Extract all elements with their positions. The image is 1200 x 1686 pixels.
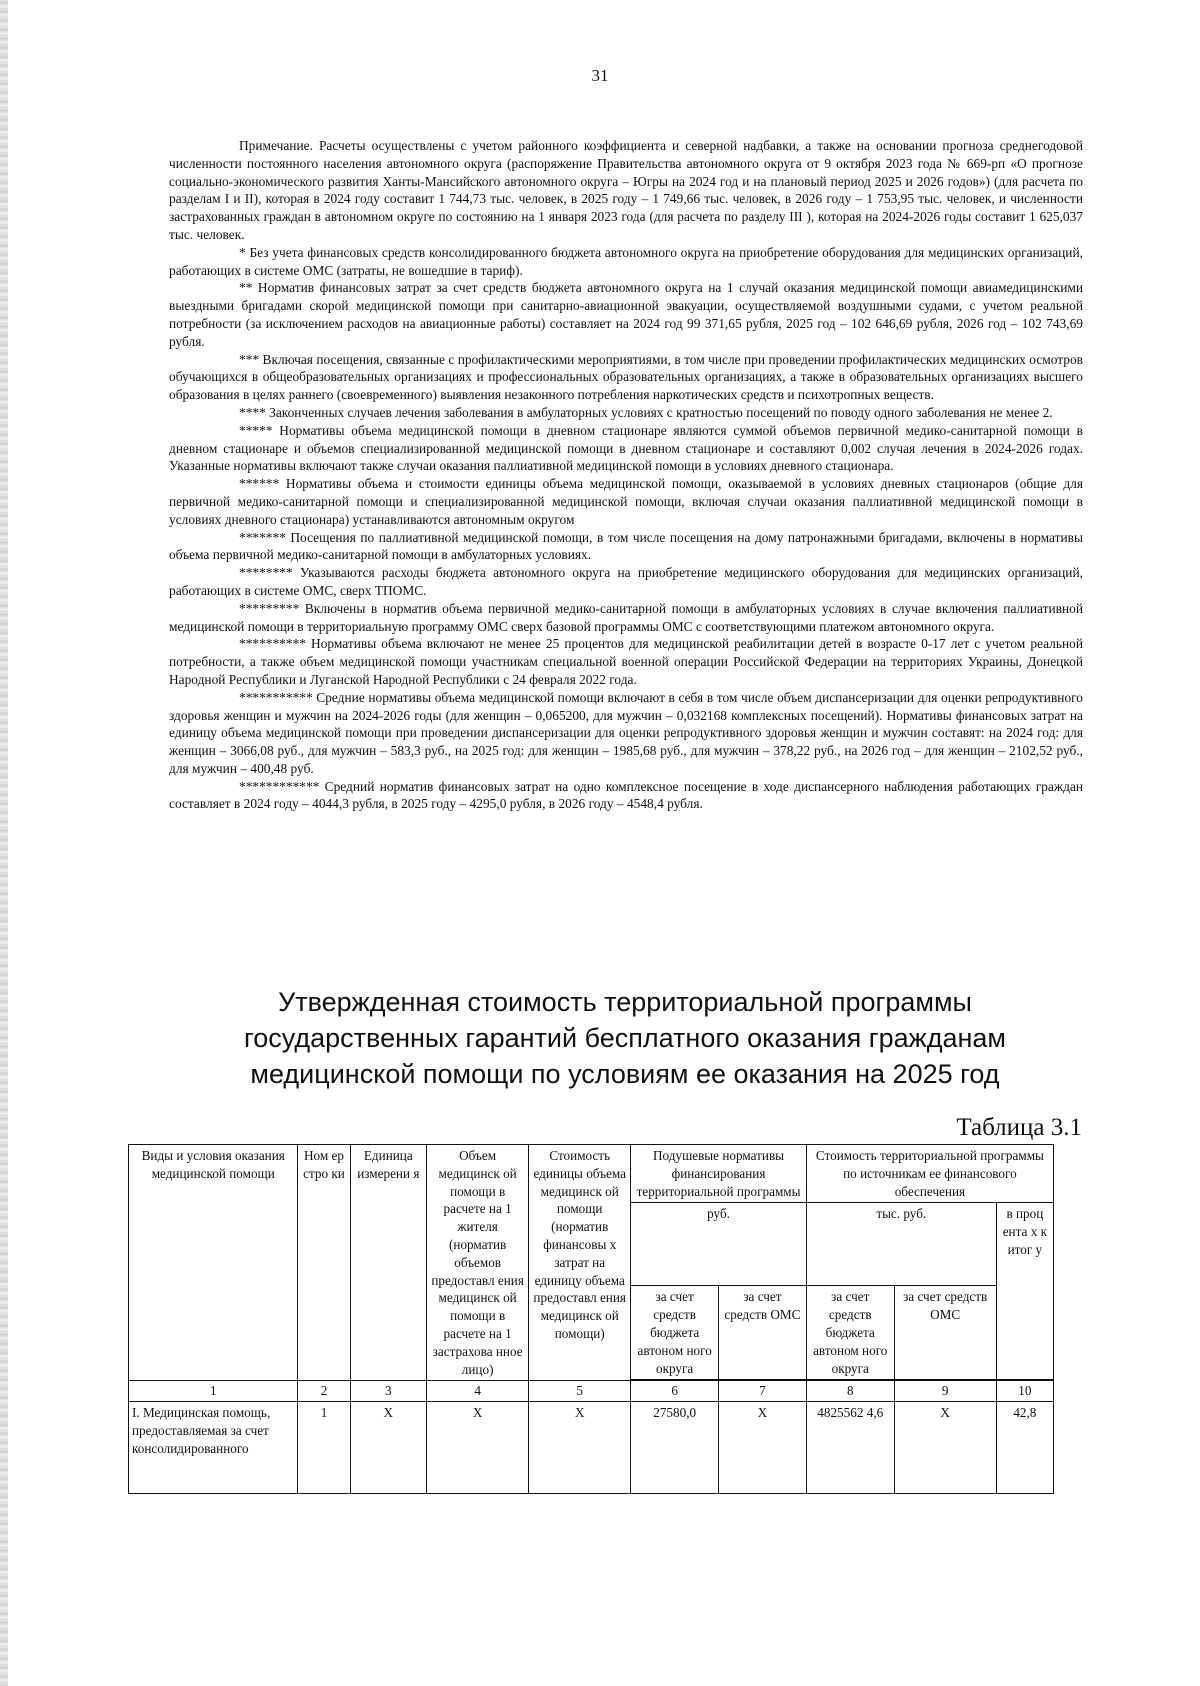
- row-title: I. Медицинская помощь, предоставляемая за счет консолидированного: [129, 1402, 298, 1494]
- footnote-9: ********* Включены в норматив объема первичной медико-санитарной помощи в амбулаторных условиях в случае включения паллиативной медицинской помощи в территориальную программу ОМС сверх базовой программы ОМС с соответствующими платежом автономного округа.: [169, 600, 1083, 634]
- header-unit-cost: Стоимость единицы объема медицинск ой помощи (норматив финансовы х затрат на единицу объема предоставл ения медицинск ой помощи): [529, 1145, 631, 1381]
- header-budget-thousand: за счет средств бюджета автоном ного округа: [806, 1286, 894, 1380]
- header-program-cost: Стоимость территориальной программы по источникам ее финансового обеспечения: [806, 1145, 1053, 1203]
- header-oms-thousand: за счет средств ОМС: [894, 1286, 996, 1380]
- column-number: 4: [427, 1381, 529, 1402]
- footnote-8: ******** Указываются расходы бюджета автономного округа на приобретение медицинского оборудования для медицинских организаций, работающих в системе ОМС, сверх ТПОМС.: [169, 565, 1083, 598]
- footnote-3: *** Включая посещения, связанные с профилактическими мероприятиями, в том числе при проведении профилактических медицинских осмотров обучающихся в общеобразовательных организациях и профессиональных образовательных организациях, а также в образовательных организациях высшего образования в целях раннего (своевременного) выявления незаконного потребления наркотических средств и психотропных веществ.: [169, 351, 1083, 403]
- note-main: Примечание. Расчеты осуществлены с учетом районного коэффициента и северной надбавки, а также на основании прогноза среднегодовой численности постоянного населения автономного округа (распоряжение Правительства автономного округа от 9 октября 2023 года № 669-рп «О прогнозе социально-экономического развития Ханты-Мансийского автономного округа – Югры на 2024 год и на плановый период 2025 и 2026 годов») (для расчета по разделам I и II), которая в 2024 году составит 1 744,73 тыс. человек, в 2025 году – 1 749,66 тыс. человек, в 2026 году – 1 753,95 тыс. человек, и численности застрахованных граждан в автономном округе по состоянию на 1 января 2023 года (для расчета по разделу III ), которая на 2024-2026 годы составит 1 625,037 тыс. человек.: [169, 138, 1083, 242]
- title-line-1: Утвержденная стоимость территориальной программы: [278, 987, 972, 1017]
- header-per-capita-norms: Подушевые нормативы финансирования территориальной программы: [631, 1145, 807, 1203]
- header-budget-rub: за счет средств бюджета автоном ного округа: [631, 1286, 719, 1380]
- footnote-4: **** Законченных случаев лечения заболевания в амбулаторных условиях с кратностью посещений по поводу одного заболевания не менее 2.: [239, 404, 1053, 420]
- row-unit-cost: Х: [529, 1402, 631, 1494]
- table-row: [129, 1402, 1054, 1494]
- cost-table: [128, 1144, 1054, 1494]
- column-number: 9: [894, 1381, 996, 1402]
- header-unit-rub: руб.: [631, 1203, 807, 1286]
- header-percent: в проц ента х к итог у: [996, 1203, 1053, 1380]
- header-unit-thousand-rub: тыс. руб.: [806, 1203, 996, 1286]
- notes-section: [169, 137, 1083, 813]
- column-number: 10: [996, 1381, 1053, 1402]
- row-oms-rub: Х: [719, 1402, 807, 1494]
- header-oms-rub: за счет средств ОМС: [719, 1286, 807, 1380]
- column-number: 5: [529, 1381, 631, 1402]
- header-volume: Объем медицинск ой помощи в расчете на 1 жителя (норматив объемов предоставл ения медицинск ой помощи в расчете на 1 застрахова нное лицо): [427, 1145, 529, 1381]
- document-title: [150, 984, 1100, 1092]
- column-number-row: [129, 1381, 1054, 1402]
- column-number: 6: [631, 1381, 719, 1402]
- footnote-1: * Без учета финансовых средств консолидированного бюджета автономного округа на приобретение оборудования для медицинских организаций, работающих в системе ОМС (затраты, не вошедшие в тариф).: [169, 244, 1083, 278]
- row-percent: 42,8: [996, 1402, 1053, 1494]
- table-caption: Таблица 3.1: [956, 1114, 1082, 1141]
- footnote-7: ******* Посещения по паллиативной медицинской помощи, в том числе посещения на дому патронажными бригадами, включены в нормативы объема первичной медико-санитарной помощи в амбулаторных условиях.: [169, 529, 1083, 563]
- header-row-1: [129, 1145, 1054, 1203]
- row-number: 1: [298, 1402, 350, 1494]
- row-budget-thousand: 4825562 4,6: [806, 1402, 894, 1494]
- footnote-6: ****** Нормативы объема и стоимости единицы объема медицинской помощи, оказываемой в условиях дневных стационаров (общие для первичной медико-санитарной помощи и специализированной медицинской помощи, включая случаи оказания паллиативной медицинской помощи в условиях дневного стационара) устанавливаются автономным округом: [169, 476, 1083, 527]
- page-number: 31: [591, 66, 609, 85]
- footnote-12: ************ Средний норматив финансовых затрат на одно комплексное посещение в ходе диспансерного наблюдения работающих граждан составляет в 2024 году – 4044,3 рубля, в 2025 году – 4295,0 рубля, в 2026 году – 4548,4 рубля.: [169, 778, 1083, 812]
- title-line-2: государственных гарантий бесплатного оказания гражданам: [244, 1023, 1006, 1053]
- column-number: 2: [298, 1381, 350, 1402]
- row-volume: Х: [427, 1402, 529, 1494]
- column-number: 3: [350, 1381, 427, 1402]
- footnote-5: ***** Нормативы объема медицинской помощи в дневном стационаре являются суммой объемов первичной медико-санитарной помощи в дневном стационаре и объемов специализированной медицинской помощи в дневном стационаре и составляют 0,002 случая лечения в 2024-2026 годах. Указанные нормативы включают также случаи оказания паллиативной медицинской помощи в условиях дневного стационара.: [169, 422, 1083, 474]
- scan-edge: [0, 0, 8, 1686]
- footnote-2: ** Норматив финансовых затрат за счет средств бюджета автономного округа на 1 случай оказания медицинской помощи авиамедицинскими выездными бригадами скорой медицинской помощи при санитарно-авиационной эвакуации, осуществляемой воздушными судами, с учетом реальной потребности (за исключением расходов на авиационные работы) составляет на 2024 год 99 371,65 рубля, 2025 год – 102 646,69 рубля, 2026 год – 102 743,69 рубля.: [169, 280, 1083, 349]
- header-types-conditions: Виды и условия оказания медицинской помощи: [129, 1145, 298, 1381]
- column-number: 1: [129, 1381, 298, 1402]
- row-oms-thousand: Х: [894, 1402, 996, 1494]
- footnote-11: *********** Средние нормативы объема медицинской помощи включают в себя в том числе объем диспансеризации для оценки репродуктивного здоровья женщин и мужчин на 2024-2026 годы (для женщин – 0,065200, для мужчин – 0,032168 комплексных посещений). Нормативы финансовых затрат на единицу объема медицинской помощи при проведении диспансеризации для оценки репродуктивного здоровья женщин и мужчин составят: на 2024 год: для женщин – 3066,08 руб., для мужчин – 583,3 руб., на 2025 год: для женщин – 1985,68 руб., для мужчин – 378,22 руб., на 2026 год – для женщин – 2102,52 руб., для мужчин – 400,48 руб.: [169, 689, 1083, 776]
- title-line-3: медицинской помощи по условиям ее оказания на 2025 год: [250, 1059, 1000, 1089]
- column-number: 7: [719, 1381, 807, 1402]
- header-unit: Единица измерени я: [350, 1145, 427, 1381]
- row-unit: Х: [350, 1402, 427, 1494]
- footnote-10: ********** Нормативы объема включают не менее 25 процентов для медицинской реабилитации детей в возрасте 0-17 лет с учетом реальной потребности, а также объем медицинской помощи участникам специальной военной операции Российской Федерации на территориях Украины, Донецкой Народной Республики и Луганской Народной Республики с 24 февраля 2022 года.: [169, 636, 1083, 687]
- row-budget-rub: 27580,0: [631, 1402, 719, 1494]
- header-row-number: Ном ер стро ки: [298, 1145, 350, 1381]
- column-number: 8: [806, 1381, 894, 1402]
